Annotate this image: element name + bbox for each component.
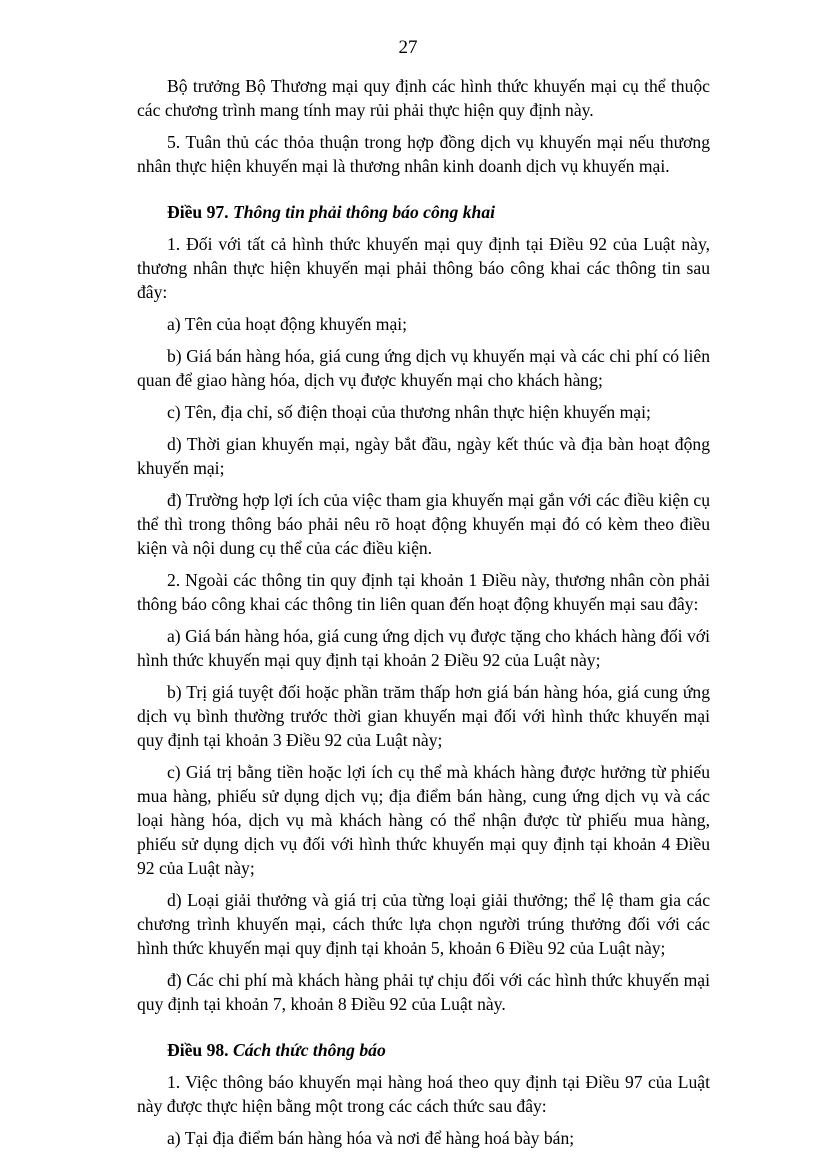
paragraph: 2. Ngoài các thông tin quy định tại khoản 1 Điều này, thương nhân còn phải thông báo công khai các thông tin liên quan đến hoạt động khuyến mại sau đây: (137, 570, 710, 614)
paragraph: a) Giá bán hàng hóa, giá cung ứng dịch vụ được tặng cho khách hàng đối với hình thức khuyến mại quy định tại khoản 2 Điều 92 của Luật này; (137, 626, 710, 670)
article-number: Điều 98. (167, 1040, 229, 1060)
paragraph: 1. Việc thông báo khuyến mại hàng hoá theo quy định tại Điều 97 của Luật này được thực hiện bằng một trong các cách thức sau đây: (137, 1072, 710, 1116)
paragraph: c) Tên, địa chỉ, số điện thoại của thương nhân thực hiện khuyến mại; (167, 402, 651, 422)
paragraph: a) Tên của hoạt động khuyến mại; (167, 314, 408, 334)
page-number: 27 (398, 37, 418, 58)
paragraph: 5. Tuân thủ các thỏa thuận trong hợp đồng dịch vụ khuyến mại nếu thương nhân thực hiện khuyến mại là thương nhân kinh doanh dịch vụ khuyến mại. (137, 132, 710, 176)
paragraph: d) Thời gian khuyến mại, ngày bắt đầu, ngày kết thúc và địa bàn hoạt động khuyến mại; (137, 434, 710, 478)
paragraph: c) Giá trị bằng tiền hoặc lợi ích cụ thể mà khách hàng được hưởng từ phiếu mua hàng, phiếu sử dụng dịch vụ; địa điểm bán hàng, cung ứng dịch vụ và các loại hàng hóa, dịch vụ mà khách hàng có thể nhận được từ phiếu mua hàng, phiếu sử dụng dịch vụ đối với hình thức khuyến mại quy định tại khoản 4 Điều 92 của Luật này; (137, 762, 710, 878)
article-heading-97 (137, 186, 710, 224)
paragraph: 1. Đối với tất cả hình thức khuyến mại quy định tại Điều 92 của Luật này, thương nhân thực hiện khuyến mại phải thông báo công khai các thông tin sau đây: (137, 234, 710, 302)
paragraph: đ) Trường hợp lợi ích của việc tham gia khuyến mại gắn với các điều kiện cụ thể thì trong thông báo phải nêu rõ hoạt động khuyến mại đó có kèm theo điều kiện và nội dung cụ thể của các điều kiện. (137, 490, 710, 558)
paragraph: b) Giá bán hàng hóa, giá cung ứng dịch vụ khuyến mại và các chi phí có liên quan để giao hàng hóa, dịch vụ được khuyến mại cho khách hàng; (137, 346, 710, 390)
document-body (137, 74, 710, 1158)
paragraph: đ) Các chi phí mà khách hàng phải tự chịu đối với các hình thức khuyến mại quy định tại khoản 7, khoản 8 Điều 92 của Luật này. (137, 970, 710, 1014)
article-title: Thông tin phải thông báo công khai (232, 202, 496, 222)
paragraph: Bộ trưởng Bộ Thương mại quy định các hình thức khuyến mại cụ thể thuộc các chương trình mang tính may rủi phải thực hiện quy định này. (137, 76, 710, 120)
article-title: Cách thức thông báo (232, 1040, 386, 1060)
paragraph: a) Tại địa điểm bán hàng hóa và nơi để hàng hoá bày bán; (167, 1128, 575, 1148)
paragraph: d) Loại giải thưởng và giá trị của từng loại giải thưởng; thể lệ tham gia các chương trình khuyến mại, cách thức lựa chọn người trúng thưởng đối với các hình thức khuyến mại quy định tại khoản 5, khoản 6 Điều 92 của Luật này; (137, 890, 710, 958)
article-number: Điều 97. (167, 202, 229, 222)
paragraph: b) Trị giá tuyệt đối hoặc phần trăm thấp hơn giá bán hàng hóa, giá cung ứng dịch vụ bình thường trước thời gian khuyến mại đối với hình thức khuyến mại quy định tại khoản 3 Điều 92 của Luật này; (137, 682, 710, 750)
article-heading-98 (137, 1024, 710, 1062)
